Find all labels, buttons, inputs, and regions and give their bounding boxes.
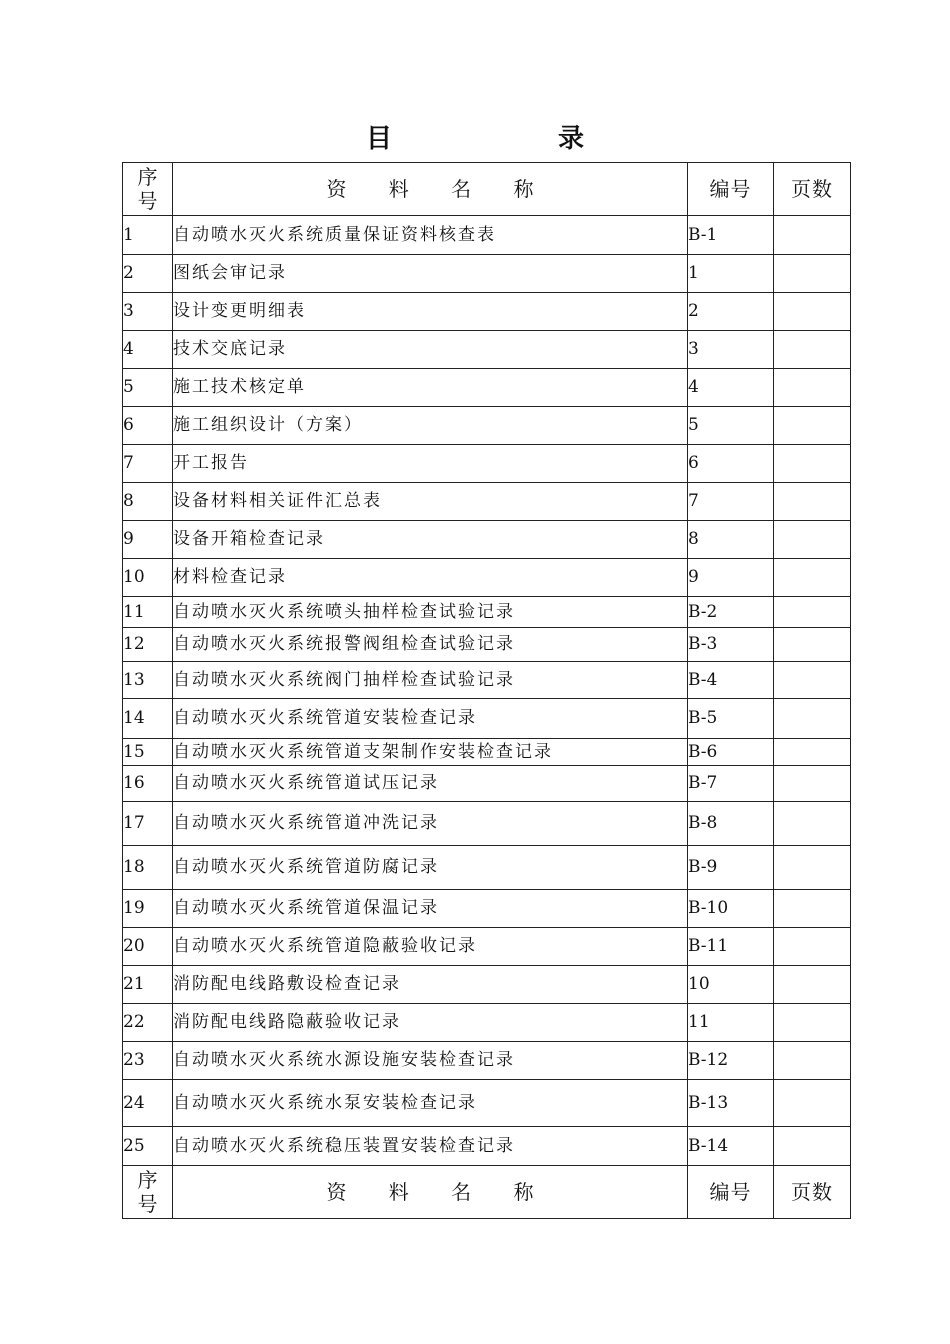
row-code: B-6 [688, 739, 774, 766]
row-code: 6 [688, 445, 774, 483]
row-pages [774, 699, 851, 739]
row-name: 施工技术核定单 [173, 369, 688, 407]
row-code: B-13 [688, 1080, 774, 1127]
row-index: 7 [123, 445, 173, 483]
table-row [123, 1080, 851, 1127]
table-row [123, 1127, 851, 1166]
row-name: 自动喷水灭火系统水源设施安装检查记录 [173, 1042, 688, 1080]
row-name: 自动喷水灭火系统管道保温记录 [173, 890, 688, 928]
header-pages: 页数 [774, 163, 851, 216]
row-name: 自动喷水灭火系统管道冲洗记录 [173, 802, 688, 846]
row-index: 22 [123, 1004, 173, 1042]
header-code: 编号 [688, 1166, 774, 1219]
row-pages [774, 216, 851, 255]
header-code: 编号 [688, 163, 774, 216]
row-index: 13 [123, 662, 173, 699]
row-index: 11 [123, 597, 173, 628]
row-index: 10 [123, 559, 173, 597]
row-index: 16 [123, 766, 173, 802]
row-pages [774, 1004, 851, 1042]
row-pages [774, 559, 851, 597]
table-row [123, 293, 851, 331]
row-pages [774, 739, 851, 766]
header-name: 资 料 名 称 [173, 1166, 688, 1219]
row-name: 自动喷水灭火系统管道隐蔽验收记录 [173, 928, 688, 966]
row-name: 消防配电线路隐蔽验收记录 [173, 1004, 688, 1042]
table-row [123, 369, 851, 407]
header-index [123, 1166, 173, 1219]
row-index: 9 [123, 521, 173, 559]
row-name: 技术交底记录 [173, 331, 688, 369]
row-name: 自动喷水灭火系统阀门抽样检查试验记录 [173, 662, 688, 699]
row-index: 2 [123, 255, 173, 293]
row-index: 6 [123, 407, 173, 445]
row-index: 23 [123, 1042, 173, 1080]
row-name: 开工报告 [173, 445, 688, 483]
row-code: 5 [688, 407, 774, 445]
row-code: B-1 [688, 216, 774, 255]
table-row [123, 699, 851, 739]
row-index: 5 [123, 369, 173, 407]
row-code: B-4 [688, 662, 774, 699]
row-name: 自动喷水灭火系统管道安装检查记录 [173, 699, 688, 739]
table-row [123, 802, 851, 846]
table-row [123, 766, 851, 802]
row-name: 设备开箱检查记录 [173, 521, 688, 559]
row-index: 14 [123, 699, 173, 739]
row-code: 4 [688, 369, 774, 407]
header-index-line1: 序 [137, 165, 158, 189]
row-name: 自动喷水灭火系统质量保证资料核查表 [173, 216, 688, 255]
table-row [123, 483, 851, 521]
row-name: 施工组织设计（方案） [173, 407, 688, 445]
row-code: B-7 [688, 766, 774, 802]
row-name: 自动喷水灭火系统报警阀组检查试验记录 [173, 628, 688, 662]
row-index: 12 [123, 628, 173, 662]
table-row [123, 331, 851, 369]
header-index [123, 163, 173, 216]
row-name: 消防配电线路敷设检查记录 [173, 966, 688, 1004]
row-code: B-14 [688, 1127, 774, 1166]
row-pages [774, 1080, 851, 1127]
table-footer-header-row [123, 1166, 851, 1219]
row-pages [774, 628, 851, 662]
row-code: 7 [688, 483, 774, 521]
row-name: 自动喷水灭火系统管道防腐记录 [173, 846, 688, 890]
table-row [123, 928, 851, 966]
table-header-row [123, 163, 851, 216]
row-name: 自动喷水灭火系统管道试压记录 [173, 766, 688, 802]
row-index: 24 [123, 1080, 173, 1127]
header-pages: 页数 [774, 1166, 851, 1219]
row-name: 设计变更明细表 [173, 293, 688, 331]
table-row [123, 521, 851, 559]
row-pages [774, 255, 851, 293]
row-pages [774, 766, 851, 802]
header-name: 资 料 名 称 [173, 163, 688, 216]
page-title: 目 录 [365, 124, 654, 154]
table-row [123, 739, 851, 766]
table-row [123, 1004, 851, 1042]
contents-table [122, 162, 851, 1219]
header-index-line2: 号 [137, 1192, 158, 1216]
row-index: 3 [123, 293, 173, 331]
row-pages [774, 1127, 851, 1166]
row-name: 自动喷水灭火系统水泵安装检查记录 [173, 1080, 688, 1127]
row-index: 19 [123, 890, 173, 928]
row-index: 20 [123, 928, 173, 966]
row-name: 自动喷水灭火系统喷头抽样检查试验记录 [173, 597, 688, 628]
row-code: 1 [688, 255, 774, 293]
row-name: 自动喷水灭火系统管道支架制作安装检查记录 [173, 739, 688, 766]
row-code: B-3 [688, 628, 774, 662]
row-code: 3 [688, 331, 774, 369]
row-pages [774, 890, 851, 928]
row-code: 2 [688, 293, 774, 331]
row-name: 自动喷水灭火系统稳压装置安装检查记录 [173, 1127, 688, 1166]
table-row [123, 662, 851, 699]
table-row [123, 890, 851, 928]
row-pages [774, 483, 851, 521]
row-code: B-2 [688, 597, 774, 628]
row-code: 10 [688, 966, 774, 1004]
row-pages [774, 407, 851, 445]
table-row [123, 966, 851, 1004]
row-pages [774, 928, 851, 966]
table-row [123, 628, 851, 662]
table-row [123, 1042, 851, 1080]
row-code: 9 [688, 559, 774, 597]
row-index: 8 [123, 483, 173, 521]
row-code: B-12 [688, 1042, 774, 1080]
row-pages [774, 966, 851, 1004]
header-index-line1: 序 [137, 1168, 158, 1192]
row-index: 21 [123, 966, 173, 1004]
row-name: 图纸会审记录 [173, 255, 688, 293]
row-index: 15 [123, 739, 173, 766]
table-row [123, 407, 851, 445]
row-index: 17 [123, 802, 173, 846]
row-name: 材料检查记录 [173, 559, 688, 597]
row-code: B-5 [688, 699, 774, 739]
row-code: 11 [688, 1004, 774, 1042]
row-name: 设备材料相关证件汇总表 [173, 483, 688, 521]
table-row [123, 445, 851, 483]
row-index: 4 [123, 331, 173, 369]
row-index: 25 [123, 1127, 173, 1166]
header-index-line2: 号 [137, 189, 158, 213]
table-row [123, 255, 851, 293]
row-code: 8 [688, 521, 774, 559]
row-pages [774, 331, 851, 369]
row-index: 1 [123, 216, 173, 255]
table-row [123, 846, 851, 890]
row-pages [774, 369, 851, 407]
row-index: 18 [123, 846, 173, 890]
row-pages [774, 445, 851, 483]
row-pages [774, 802, 851, 846]
row-pages [774, 293, 851, 331]
row-pages [774, 521, 851, 559]
row-pages [774, 1042, 851, 1080]
row-code: B-8 [688, 802, 774, 846]
table-row [123, 597, 851, 628]
table-row [123, 216, 851, 255]
row-pages [774, 597, 851, 628]
row-pages [774, 846, 851, 890]
row-code: B-10 [688, 890, 774, 928]
row-code: B-11 [688, 928, 774, 966]
table-row [123, 559, 851, 597]
row-pages [774, 662, 851, 699]
row-code: B-9 [688, 846, 774, 890]
